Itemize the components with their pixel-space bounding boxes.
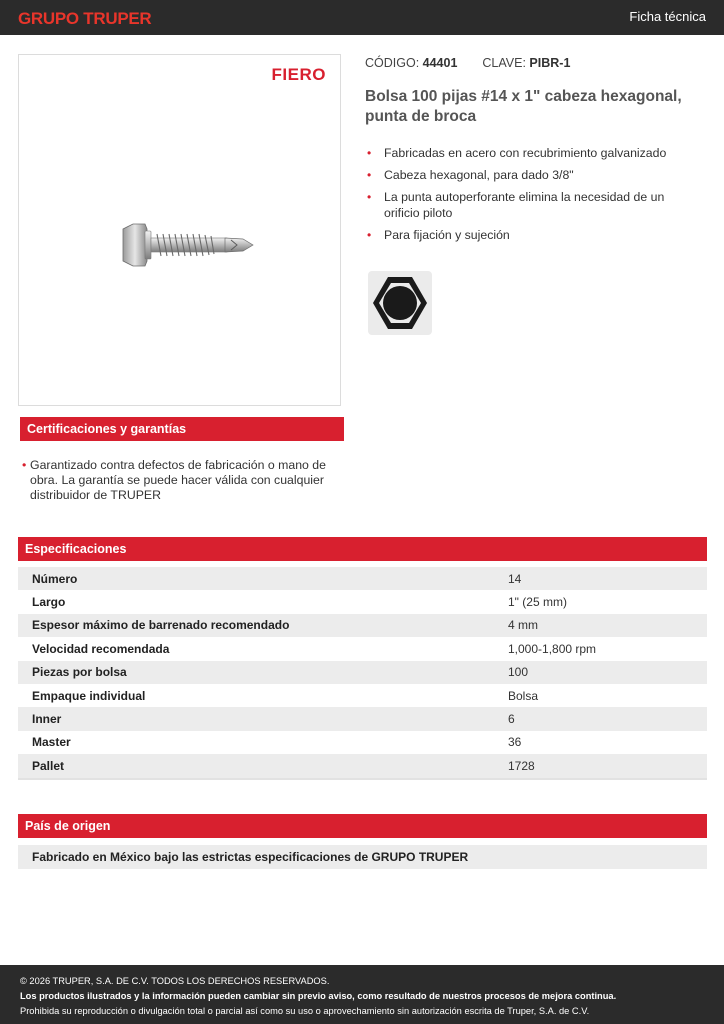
spec-label: Largo bbox=[32, 595, 66, 610]
feature-list bbox=[365, 146, 695, 250]
brand-part-truper: TRUPER bbox=[83, 9, 152, 28]
spec-value: 4 mm bbox=[508, 618, 538, 633]
table-row bbox=[18, 684, 707, 707]
hex-head-icon bbox=[368, 271, 432, 335]
product-image-panel bbox=[18, 54, 341, 406]
self-drilling-screw-icon bbox=[119, 221, 259, 269]
spec-value: 6 bbox=[508, 712, 515, 727]
origin-heading: País de origen bbox=[18, 814, 707, 838]
specifications-table bbox=[18, 567, 707, 780]
spec-value: 1728 bbox=[508, 758, 535, 773]
spec-value: 1,000-1,800 rpm bbox=[508, 641, 597, 656]
copyright-line: © 2026 TRUPER, S.A. DE C.V. TODOS LOS DERECHOS RESERVADOS. bbox=[20, 976, 330, 986]
spec-label: Velocidad recomendada bbox=[32, 641, 170, 656]
sheet-type-label: Ficha técnica bbox=[629, 9, 706, 24]
spec-label: Espesor máximo de barrenado recomendado bbox=[32, 618, 290, 633]
table-row bbox=[18, 567, 707, 590]
specifications-heading: Especificaciones bbox=[18, 537, 707, 561]
code-value: 44401 bbox=[422, 56, 458, 70]
table-row bbox=[18, 731, 707, 754]
spec-label: Pallet bbox=[32, 758, 65, 773]
table-row bbox=[18, 754, 707, 777]
table-row bbox=[18, 614, 707, 637]
spec-label: Empaque individual bbox=[32, 688, 146, 703]
spec-label: Inner bbox=[32, 712, 62, 727]
fiero-brand-logo: FIERO bbox=[271, 65, 326, 84]
spec-value: 14 bbox=[508, 571, 522, 586]
code-label: CÓDIGO: bbox=[365, 56, 420, 70]
spec-label: Número bbox=[32, 571, 78, 586]
bullet-icon: • bbox=[22, 458, 27, 472]
spec-label: Piezas por bolsa bbox=[32, 665, 127, 680]
spec-label: Master bbox=[32, 735, 71, 750]
certifications-heading: Certificaciones y garantías bbox=[20, 417, 344, 441]
origin-text: Fabricado en México bajo las estrictas especificaciones de GRUPO TRUPER bbox=[18, 845, 707, 869]
grupo-truper-logo bbox=[18, 9, 151, 29]
feature-item: • La punta autoperforante elimina la necesidad de un orificio piloto bbox=[365, 190, 695, 221]
product-title: Bolsa 100 pijas #14 x 1" cabeza hexagonal, punta de broca bbox=[365, 88, 682, 125]
disclaimer-line: Los productos ilustrados y la información pueden cambiar sin previo aviso, como resultado de nuestros procesos de mejora continua. bbox=[20, 990, 617, 1001]
spec-value: 36 bbox=[508, 735, 522, 750]
reproduction-notice: Prohibida su reproducción o divulgación total o parcial así como su uso o aprovechamiento sin autorización escrita de Truper, S.A. de C.V. bbox=[20, 1005, 590, 1016]
table-row bbox=[18, 590, 707, 613]
key-label: CLAVE: bbox=[482, 56, 526, 70]
key-value: PIBR-1 bbox=[529, 56, 571, 70]
feature-item: • Fabricadas en acero con recubrimiento galvanizado bbox=[365, 146, 695, 162]
table-row bbox=[18, 637, 707, 660]
spec-value: 100 bbox=[508, 665, 529, 680]
feature-item: • Para fijación y sujeción bbox=[365, 228, 695, 244]
spec-value: 1" (25 mm) bbox=[508, 595, 567, 610]
product-codes bbox=[365, 56, 570, 70]
warranty-text bbox=[22, 458, 342, 503]
feature-item: • Cabeza hexagonal, para dado 3/8" bbox=[365, 168, 695, 184]
spec-value: Bolsa bbox=[508, 688, 539, 703]
table-row bbox=[18, 707, 707, 730]
warranty-text-content: Garantizado contra defectos de fabricación o mano de obra. La garantía se puede hacer válida con cualquier distribuidor de TRUPER bbox=[30, 458, 326, 502]
brand-part-grupo: GRUPO bbox=[18, 9, 79, 28]
top-header-bar bbox=[0, 0, 724, 35]
table-row bbox=[18, 661, 707, 684]
page-footer bbox=[0, 965, 724, 1024]
